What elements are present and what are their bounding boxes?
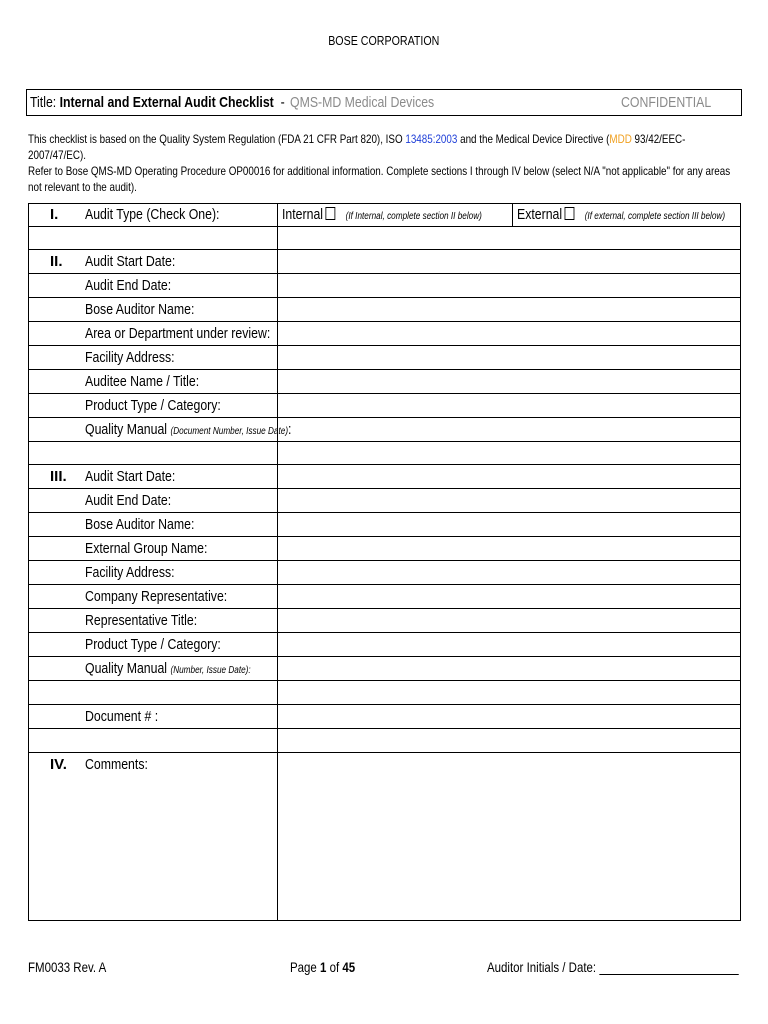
section-2-row: Audit End Date:: [29, 274, 740, 298]
section-3-row: External Group Name:: [29, 537, 740, 561]
page-number: Page 1 of 45: [290, 959, 356, 975]
section-1-number: I.: [50, 206, 59, 223]
internal-checkbox[interactable]: [325, 207, 335, 220]
form-number: FM0033 Rev. A: [28, 959, 107, 975]
confidential-label: CONFIDENTIAL: [621, 94, 712, 111]
section-3-row: Bose Auditor Name:: [29, 513, 740, 537]
audit-type-row: [29, 204, 740, 227]
title-box: [26, 89, 742, 116]
internal-option: Internal (If Internal, complete section II below): [282, 206, 482, 223]
mdd-link[interactable]: MDD: [609, 132, 632, 146]
section-3-row: Audit End Date:: [29, 489, 740, 513]
section-3-row: Quality Manual (Number, Issue Date):: [29, 657, 740, 681]
auditor-initials-date: Auditor Initials / Date:: [487, 959, 768, 975]
audit-type-label: Audit Type (Check One):: [85, 206, 220, 223]
section-2-row: Auditee Name / Title:: [29, 370, 740, 394]
section-2-row: Facility Address:: [29, 346, 740, 370]
document-title: Title: Internal and External Audit Checklist -: [30, 94, 285, 111]
section-2-number: II.: [50, 253, 63, 270]
initials-signature-line[interactable]: [599, 974, 738, 975]
section-2-row: Area or Department under review:: [29, 322, 740, 346]
spacer-row: [29, 729, 740, 753]
iso-link[interactable]: 13485:2003: [405, 132, 458, 146]
spacer-row: [29, 442, 740, 465]
external-option: External (If external, complete section III below): [517, 206, 726, 223]
comments-row: IV. Comments:: [50, 756, 148, 773]
company-header: BOSE CORPORATION: [328, 33, 440, 48]
section-2-row: Product Type / Category:: [29, 394, 740, 418]
document-number-row: Document # :: [29, 705, 740, 729]
document-subtitle: QMS-MD Medical Devices: [290, 94, 435, 111]
external-checkbox[interactable]: [565, 207, 575, 220]
section-3-row: Representative Title:: [29, 609, 740, 633]
spacer-row: [29, 227, 740, 250]
section-3-row: III. Audit Start Date:: [29, 465, 740, 489]
section-4-number: IV.: [50, 756, 67, 773]
audit-checklist-table: [28, 203, 741, 921]
section-3-number: III.: [50, 468, 67, 485]
section-2-row: Quality Manual (Document Number, Issue Date):: [29, 418, 740, 442]
intro-text: This checklist is based on the Quality System Regulation (FDA 21 CFR Part 820), ISO 13485:2003 and the Medical Device Directive (MDD 93/42/EEC-2007/47/EC). Refer to Bose QMS-MD Operating Procedure OP00016 for additional information. Complete sections I through IV below (select N/A "not applicable" for any areas not relevant to the audit).: [28, 132, 731, 194]
section-3-row: Product Type / Category:: [29, 633, 740, 657]
section-3-row: Facility Address:: [29, 561, 740, 585]
section-2-row: II. Audit Start Date:: [29, 250, 740, 274]
section-2-row: Bose Auditor Name:: [29, 298, 740, 322]
section-3-row: Company Representative:: [29, 585, 740, 609]
spacer-row: [29, 681, 740, 705]
